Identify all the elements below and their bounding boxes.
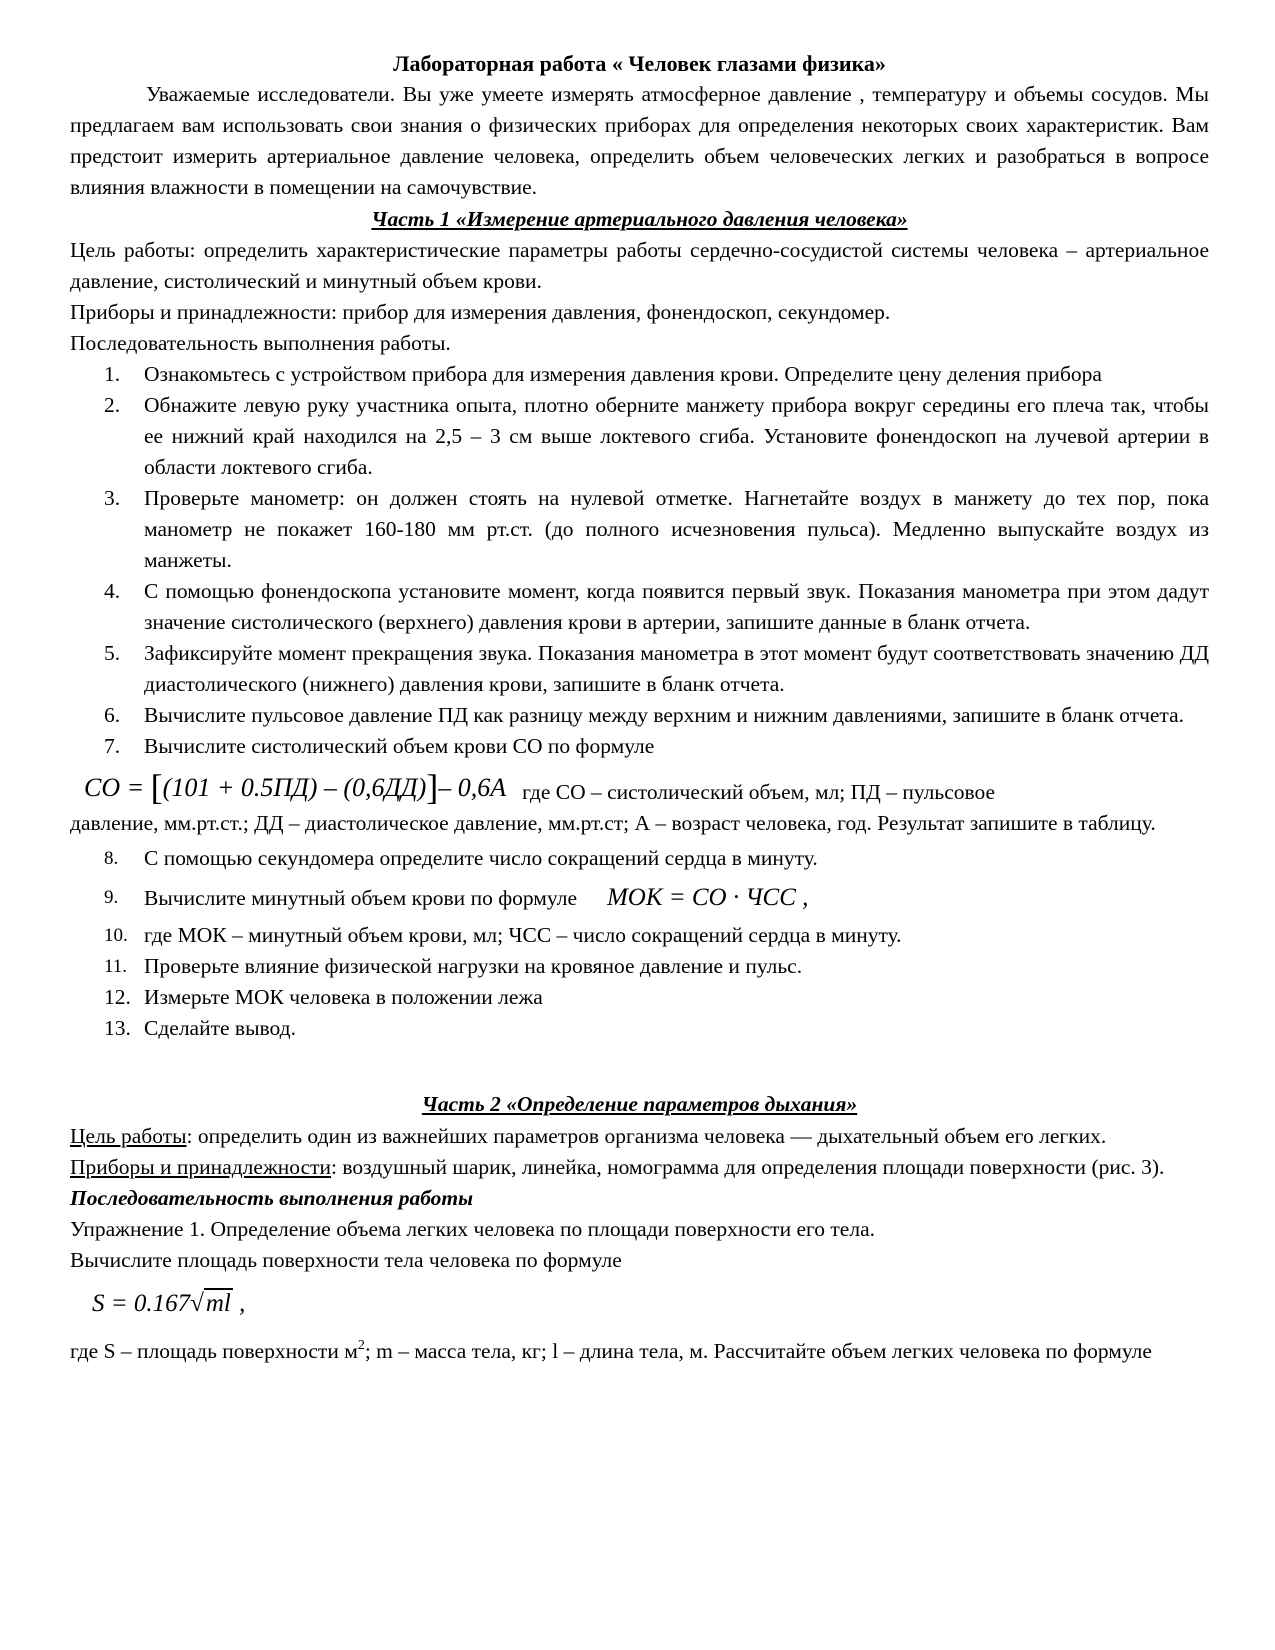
part1-heading-text: Часть 1 «Измерение артериального давления человека» (371, 207, 908, 231)
list-item (70, 1013, 1209, 1044)
list-item-number: 1. (104, 362, 121, 386)
doc-title: Лабораторная работа « Человек глазами физика» (393, 51, 886, 76)
formula-s-radicand: ml (205, 1290, 231, 1317)
list-item-number: 10. (104, 925, 128, 946)
formula-s-suffix: , (232, 1290, 246, 1317)
list-item-text: Вычислите пульсовое давление ПД как разницу между верхним и нижним давлениями, запишите в бланк отчета. (144, 703, 1185, 727)
list-item (70, 982, 1209, 1013)
formula-s-prefix: S = 0.167 (92, 1290, 191, 1317)
sqrt-icon: √ (190, 1290, 204, 1317)
list-item-text: Обнажите левую руку участника опыта, плотно оберните манжету прибора вокруг середины его плеча так, чтобы ее нижний край находился на 2,5 – 3 см выше локтевого сгиба. Установите фонендоскоп на лучевой артерии в области локтевого сгиба. (144, 393, 1209, 479)
part2-equipment-label: Приборы и принадлежности (70, 1155, 332, 1179)
list-item-text: Проверьте манометр: он должен стоять на нулевой отметке. Нагнетайте воздух в манжету до тех пор, пока манометр не покажет 160-180 мм рт.ст. (до полного исчезновения пульса). Медленно выпускайте воздух из манжеты. (144, 486, 1209, 572)
list-item (70, 843, 1209, 874)
legend-superscript: 2 (357, 1338, 365, 1353)
list-item-number: 3. (104, 486, 121, 510)
formula-co-tail: – 0,6А (438, 773, 507, 802)
formula-co-note-continued: давление, мм.рт.ст.; ДД – диастолическое давление, мм.рт.ст; А – возраст человека, год. Результат запишите в таблицу. (70, 811, 1156, 835)
part2-sequence: Последовательность выполнения работы (70, 1186, 474, 1210)
list-item-text: Зафиксируйте момент прекращения звука. Показания манометра в этот момент будут соответствовать значению ДД диастолического (нижнего) давления крови, запишите в бланк отчета. (144, 641, 1209, 696)
list-item-number: 2. (104, 393, 121, 417)
list-item (70, 483, 1209, 576)
list-item (70, 390, 1209, 483)
part1-goal: Цель работы: определить характеристические параметры работы сердечно-сосудистой системы человека – артериальное давление, систолический и минутный объем крови. (70, 238, 1209, 293)
legend-text-1: где S – площадь поверхности м (70, 1339, 358, 1363)
part2-goal (70, 1121, 1209, 1152)
formula-co (84, 768, 506, 808)
list-item-number: 7. (104, 734, 121, 758)
list-item (70, 359, 1209, 390)
part2-goal-text: : определить один из важнейших параметров организма человека — дыхательный объем его легких. (186, 1124, 1107, 1148)
list-item-text (144, 882, 1209, 914)
formula-co-right-bracket: ] (426, 767, 439, 807)
formula-co-row (84, 768, 1209, 808)
list-item (70, 731, 1209, 762)
part2-equipment-text: : воздушный шарик, линейка, номограмма для определения площади поверхности (рис. 3). (331, 1155, 1165, 1179)
list-item-text: С помощью секундомера определите число сокращений сердца в минуту. (144, 846, 818, 870)
part2-equipment (70, 1152, 1209, 1183)
part1-heading (70, 203, 1209, 235)
list-item-number: 12. (104, 985, 131, 1009)
list-item-text: Сделайте вывод. (144, 1016, 296, 1040)
part1-equipment: Приборы и принадлежности: прибор для измерения давления, фонендоскоп, секундомер. (70, 300, 891, 324)
formula-mok: МОК = СО · ЧСС , (606, 884, 809, 911)
formula-s (92, 1286, 1209, 1322)
list-item (70, 920, 1209, 951)
step-9-text: Вычислите минутный объем крови по формуле (144, 886, 577, 910)
part2-goal-label: Цель работы (70, 1124, 187, 1148)
legend-text-2: ; m – масса тела, кг; l – длина тела, м. Рассчитайте объем легких человека по формуле (364, 1339, 1152, 1363)
list-item-number: 11. (104, 956, 128, 977)
part1-sequence: Последовательность выполнения работы. (70, 331, 451, 355)
part2-heading (70, 1088, 1209, 1120)
list-item-number: 13. (104, 1016, 131, 1040)
list-item-text: Ознакомьтесь с устройством прибора для измерения давления крови. Определите цену деления прибора (144, 362, 1102, 386)
part2-calc-line: Вычислите площадь поверхности тела человека по формуле (70, 1248, 622, 1272)
formula-co-inner: (101 + 0.5ПД) – (0,6ДД) (162, 773, 427, 802)
list-item-text: Проверьте влияние физической нагрузки на кровяное давление и пульс. (144, 954, 803, 978)
list-item-text: Вычислите систолический объем крови СО по формуле (144, 734, 655, 758)
formula-co-left-bracket: [ (150, 767, 163, 807)
list-item-number: 9. (104, 887, 119, 908)
formula-co-lhs: СО = (84, 773, 151, 802)
list-item-text: Измерьте МОК человека в положении лежа (144, 985, 543, 1009)
part2-legend (70, 1336, 1209, 1367)
list-item-number: 8. (104, 848, 119, 869)
list-item (70, 882, 1209, 914)
part1-steps-list-continued (70, 843, 1209, 1044)
list-item (70, 576, 1209, 638)
list-item-text: где МОК – минутный объем крови, мл; ЧСС – число сокращений сердца в минуту. (144, 923, 902, 947)
list-item-number: 6. (104, 703, 121, 727)
list-item-number: 4. (104, 579, 121, 603)
list-item (70, 638, 1209, 700)
formula-co-note: где СО – систолический объем, мл; ПД – пульсовое (522, 780, 996, 804)
intro-paragraph: Уважаемые исследователи. Вы уже умеете измерять атмосферное давление , температуру и объемы сосудов. Мы предлагаем вам использовать свои знания о физических приборах для определения некоторых своих характеристик. Вам предстоит измерить артериальное давление человека, определить объем человеческих легких и разобраться в вопросе влияния влажности в помещении на самочувствие. (70, 82, 1209, 199)
part2-heading-text: Часть 2 «Определение параметров дыхания» (421, 1092, 858, 1116)
list-item-text: С помощью фонендоскопа установите момент, когда появится первый звук. Показания манометра при этом дадут значение систолического (верхнего) давления крови в артерии, запишите данные в бланк отчета. (144, 579, 1209, 634)
list-item (70, 951, 1209, 982)
part1-steps-list (70, 359, 1209, 762)
part2-exercise: Упражнение 1. Определение объема легких человека по площади поверхности его тела. (70, 1217, 875, 1241)
list-item (70, 700, 1209, 731)
list-item-number: 5. (104, 641, 121, 665)
